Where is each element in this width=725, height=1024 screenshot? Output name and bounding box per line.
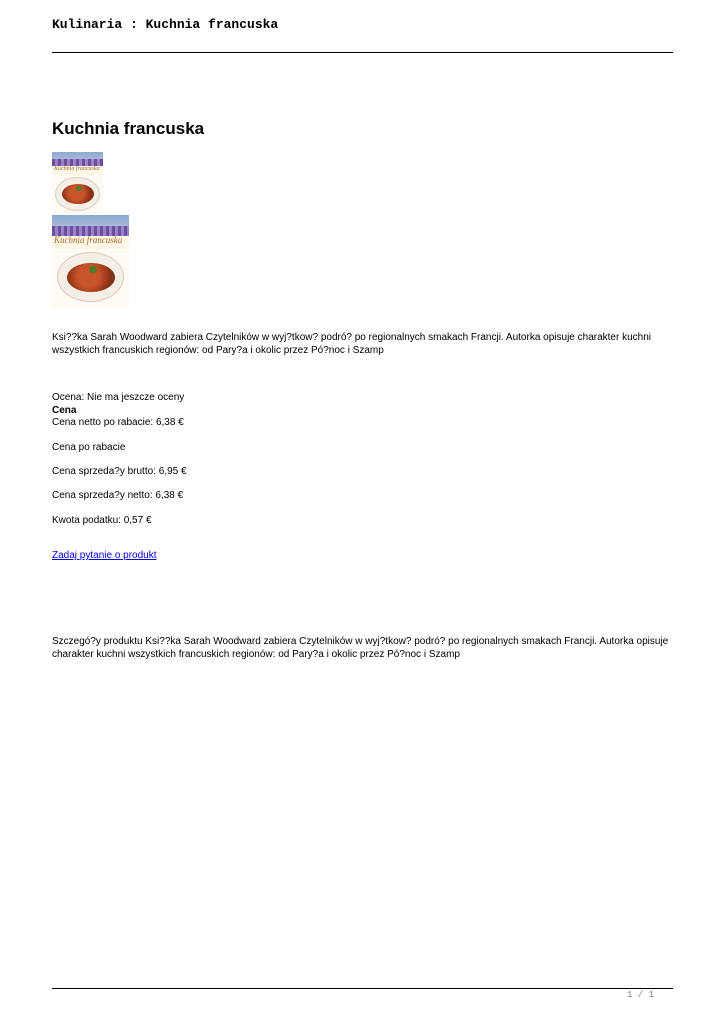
gross-sale-price: Cena sprzeda?y brutto: 6,95 € bbox=[52, 466, 187, 477]
tax-amount: Kwota podatku: 0,57 € bbox=[52, 515, 152, 526]
cover-title-text: Kuchnia francuska bbox=[54, 165, 100, 172]
product-cover-thumbnail bbox=[52, 152, 103, 214]
price-after-discount: Cena po rabacie bbox=[52, 442, 126, 453]
document-header-title: Kulinaria : Kuchnia francuska bbox=[52, 17, 279, 32]
product-title: Kuchnia francuska bbox=[52, 119, 205, 138]
footer-divider bbox=[52, 988, 673, 989]
page-number: 1 / 1 bbox=[627, 990, 655, 1000]
ask-question-link[interactable]: Zadaj pytanie o produkt bbox=[52, 550, 157, 561]
product-rating: Ocena: Nie ma jeszcze oceny bbox=[52, 392, 185, 403]
product-description: Ksi??ka Sarah Woodward zabiera Czytelników w wyj?tkow? podró? po regionalnych smakach Francji. Autorka opisuje charakter kuchni wszystkich francuskich regionów: od Pary?a i okolic przez Pó?noc i Szamp bbox=[52, 332, 652, 356]
cover-title-text: Kuchnia francuska bbox=[54, 235, 123, 246]
header-divider bbox=[52, 52, 673, 53]
product-cover-image bbox=[52, 215, 129, 307]
product-details: Szczegó?y produktu Ksi??ka Sarah Woodward zabiera Czytelników w wyj?tkow? podró? po regionalnych smakach Francji. Autorka opisuje charakter kuchni wszystkich francuskich regionów: od Pary?a i okolic przez Pó?noc i Szamp bbox=[52, 636, 669, 660]
net-sale-price: Cena sprzeda?y netto: 6,38 € bbox=[52, 490, 184, 501]
price-heading: Cena bbox=[52, 405, 77, 416]
net-price-after-discount: Cena netto po rabacie: 6,38 € bbox=[52, 417, 184, 428]
